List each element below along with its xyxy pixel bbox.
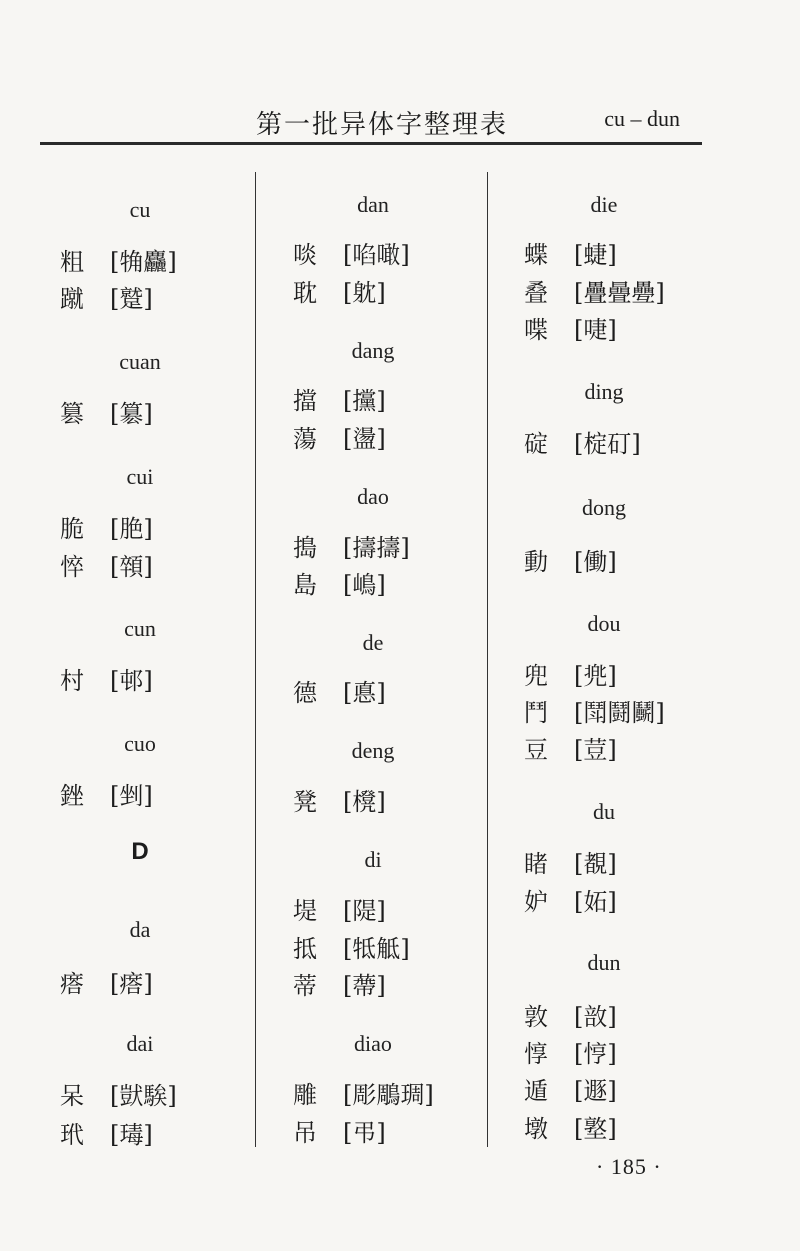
pinyin-heading: dun [587,950,621,975]
list-item [293,570,386,600]
list-item [524,887,617,917]
variant-chars: [櫈] [343,788,386,816]
pinyin-heading: da [129,917,151,942]
head-char: 鬥 [524,699,548,727]
head-char: 村 [60,667,84,695]
list-item [293,424,386,454]
variant-chars: [顇] [110,553,153,581]
list-item [293,678,386,708]
list-item [524,240,617,270]
list-item [60,1081,177,1111]
variant-chars: [獃騃] [110,1082,177,1110]
variant-chars: [働] [574,548,617,576]
variant-chars: [脃] [110,515,153,543]
pinyin-heading: dai [126,1031,154,1056]
list-item [293,971,386,1001]
list-item [60,781,153,811]
variant-chars: [弔] [343,1119,386,1147]
pinyin-heading: die [590,192,618,217]
list-item [524,429,641,459]
variant-chars: [邨] [110,667,153,695]
list-item [293,787,386,817]
variant-chars: [妬] [574,888,617,916]
list-item [524,1039,617,1069]
variant-chars: [覩] [574,850,617,878]
head-char: 雕 [293,1081,317,1109]
variant-chars: [荳] [574,736,617,764]
list-item [524,735,617,765]
head-char: 擋 [293,387,317,415]
list-item [293,1118,386,1148]
pinyin-heading: diao [354,1031,392,1056]
variant-chars: [兠] [574,662,617,690]
head-char: 篡 [60,400,84,428]
variant-chars: [攩] [343,387,386,415]
variant-chars: [鬦鬪鬭] [574,699,665,727]
list-item [293,240,410,270]
pinyin-heading: di [364,847,382,872]
head-char: 睹 [524,850,548,878]
list-item [60,247,177,277]
head-char: 妒 [524,888,548,916]
head-char: 動 [524,548,548,576]
list-item [60,284,153,314]
head-char: 抵 [293,935,317,963]
pinyin-heading: cuo [124,731,156,756]
variant-chars: [悙] [574,1040,617,1068]
pinyin-heading: dong [582,495,626,520]
pinyin-heading: dao [357,484,389,509]
variant-chars: [遯] [574,1077,617,1105]
variant-chars: [牴觝] [343,935,410,963]
pinyin-heading: cun [124,616,156,641]
head-char: 蒂 [293,972,317,1000]
variant-chars: [瑇] [110,1121,153,1149]
head-char: 玳 [60,1121,84,1149]
pinyin-heading: ding [584,379,624,404]
page-title: 第一批异体字整理表 [256,110,509,140]
variant-chars: [彫鵰琱] [343,1081,434,1109]
variant-chars: [擣擣] [343,534,410,562]
list-item [524,698,665,728]
head-char: 吊 [293,1119,317,1147]
list-item [524,315,617,345]
list-item [524,278,665,308]
list-item [60,399,153,429]
pinyin-heading: du [593,799,615,824]
list-item [60,552,153,582]
variant-chars: [椗矴] [574,430,641,458]
list-item [293,278,386,308]
list-item [524,547,617,577]
head-char: 蝶 [524,241,548,269]
head-char: 蹴 [60,285,84,313]
head-char: 凳 [293,788,317,816]
list-item [293,533,410,563]
pinyin-heading: cu [129,197,151,222]
variant-chars: [盪] [343,425,386,453]
variant-chars: [蜨] [574,241,617,269]
head-char: 碇 [524,430,548,458]
variant-chars: [悳] [343,679,386,707]
pinyin-heading: cui [126,464,154,489]
variant-chars: [啗噉] [343,241,410,269]
pinyin-heading: dan [357,192,389,217]
column-1 [60,0,290,1251]
head-char: 兜 [524,662,548,690]
head-char: 搗 [293,534,317,562]
pinyin-heading: dang [351,338,395,363]
head-char: 呆 [60,1082,84,1110]
list-item [60,666,153,696]
list-item [524,849,617,879]
variant-chars: [蔕] [343,972,386,1000]
section-letter: D [131,838,149,865]
variant-chars: [剉] [110,782,153,810]
list-item [524,1076,617,1106]
variant-chars: [墪] [574,1115,617,1143]
head-char: 墩 [524,1115,548,1143]
head-char: 蕩 [293,425,317,453]
head-char: 銼 [60,782,84,810]
head-char: 德 [293,679,317,707]
column-3 [524,0,754,1251]
list-item [293,1080,434,1110]
variant-chars: [隄] [343,897,386,925]
head-char: 粗 [60,248,84,276]
list-item [293,934,410,964]
column-2 [293,0,523,1251]
list-item [524,661,617,691]
pinyin-heading: deng [351,738,395,763]
variant-chars: [觕麤] [110,248,177,276]
head-char: 惇 [524,1040,548,1068]
variant-chars: [啑] [574,316,617,344]
variant-chars: [躭] [343,279,386,307]
head-char: 啖 [293,241,317,269]
variant-chars: [簒] [110,400,153,428]
list-item [293,386,386,416]
pinyin-heading: de [362,630,384,655]
variant-chars: [蹵] [110,285,153,313]
variant-chars: [瘩] [110,970,153,998]
head-char: 叠 [524,279,548,307]
list-item [524,1114,617,1144]
variant-chars: [嶋] [343,571,386,599]
list-item [524,1002,617,1032]
head-char: 喋 [524,316,548,344]
page-number: · 185 · [596,1154,662,1179]
page-range: cu – dun [604,106,680,131]
pinyin-heading: cuan [119,349,161,374]
pinyin-heading: dou [587,611,621,636]
list-item [60,969,153,999]
list-item [60,1120,153,1150]
variant-chars: [敨] [574,1003,617,1031]
head-char: 悴 [60,553,84,581]
head-char: 耽 [293,279,317,307]
head-char: 敦 [524,1003,548,1031]
head-char: 瘩 [60,970,84,998]
head-char: 遁 [524,1077,548,1105]
list-item [293,896,386,926]
variant-chars: [疊曡疉] [574,279,665,307]
head-char: 脆 [60,515,84,543]
list-item [60,514,153,544]
head-char: 豆 [524,736,548,764]
head-char: 堤 [293,897,317,925]
head-char: 島 [293,571,317,599]
